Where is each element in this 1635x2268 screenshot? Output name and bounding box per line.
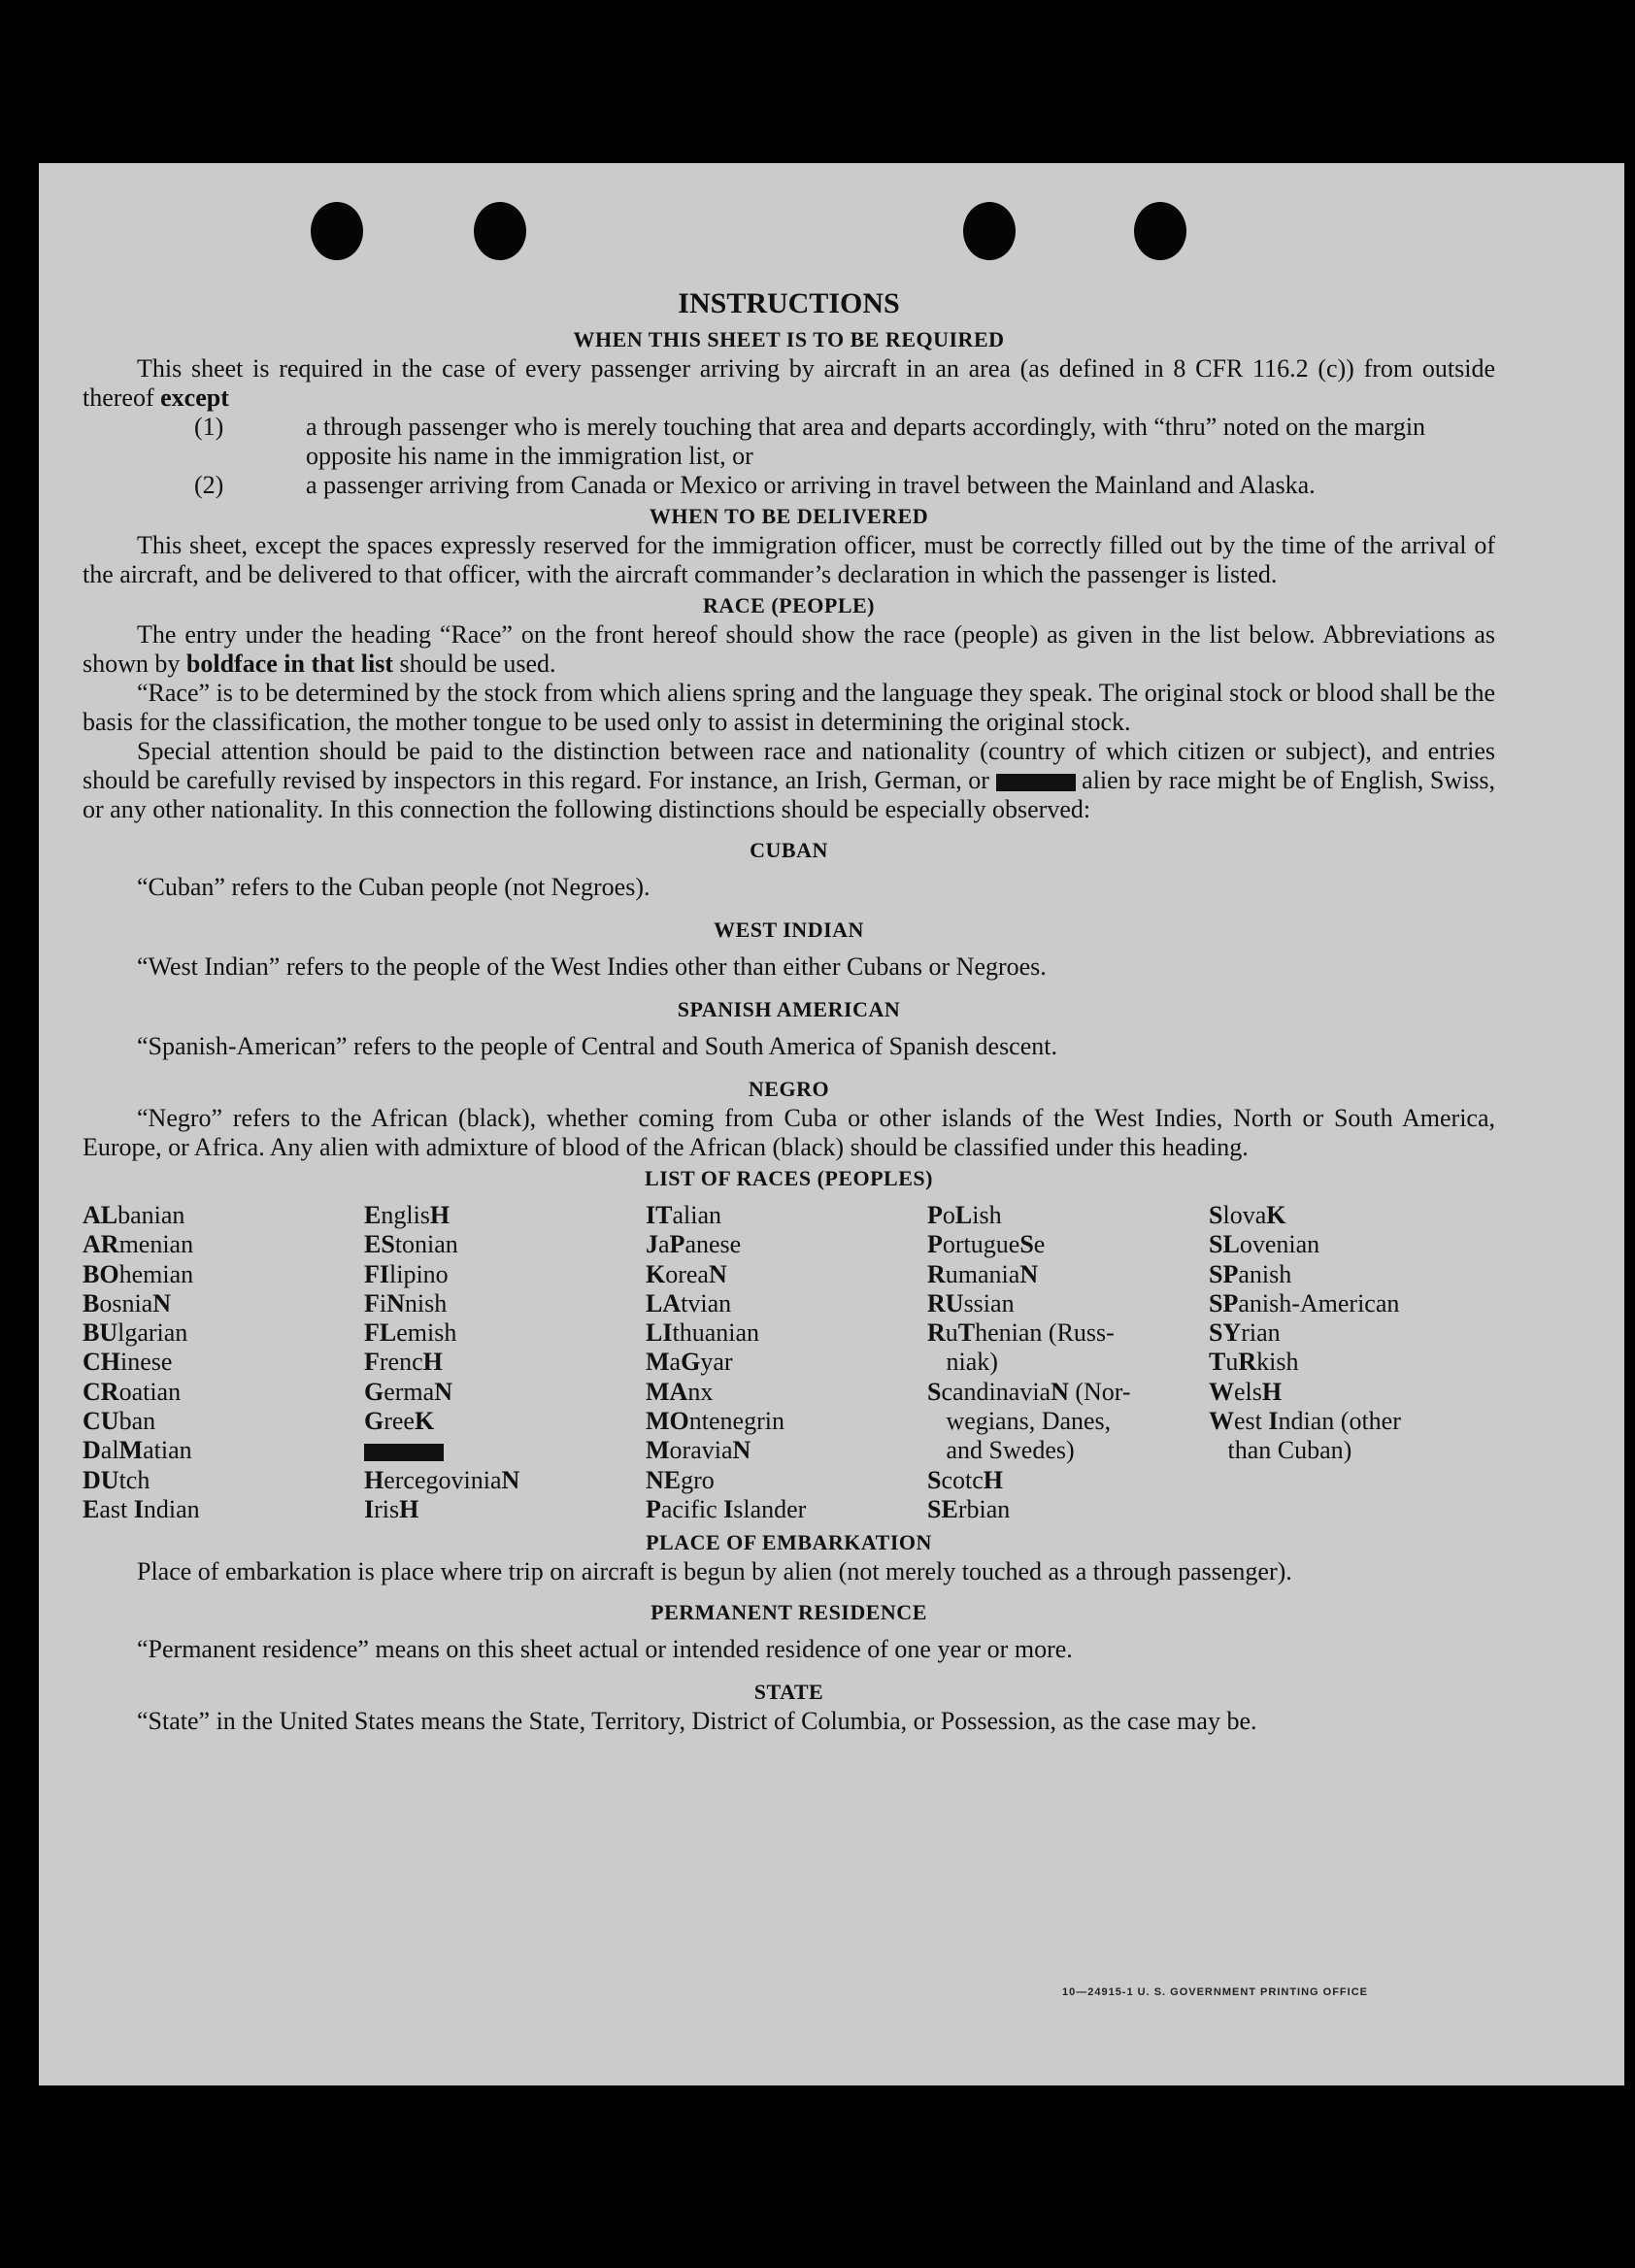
race-column	[1209, 1201, 1490, 1524]
race-entry: IrisH	[364, 1494, 419, 1523]
race-entry: ALbanian	[83, 1201, 185, 1229]
document-page	[39, 163, 1624, 2085]
race-entry: LIthuanian	[646, 1318, 759, 1348]
race-entry: SPanish-American	[1209, 1288, 1400, 1317]
race-entry: EStonian	[364, 1230, 458, 1259]
spanish-american-text: “Spanish-American” refers to the people of Central and South America of Spanish descent.	[137, 1032, 1057, 1060]
race-entry: WelsH	[1209, 1377, 1283, 1406]
race-entry: and Swedes)	[927, 1436, 1075, 1465]
race-list	[83, 1201, 1495, 1524]
punch-hole	[963, 202, 1016, 260]
west-indian-text: “West Indian” refers to the people of the West Indies other than either Cubans or Negroes.	[137, 952, 1047, 981]
race-entry: GermaN	[364, 1377, 452, 1406]
heading-spanish-american: SPANISH AMERICAN	[677, 997, 901, 1021]
race-entry: MOntenegrin	[646, 1407, 784, 1436]
cuban-text: “Cuban” refers to the Cuban people (not Negroes).	[137, 873, 651, 901]
heading-negro: NEGRO	[748, 1077, 830, 1101]
race-entry: FLemish	[364, 1318, 457, 1348]
race-entry: wegians, Danes,	[927, 1407, 1112, 1436]
race-entry: KoreaN	[646, 1259, 727, 1288]
redaction-mark	[996, 774, 1076, 791]
race-entry: BOhemian	[83, 1259, 194, 1288]
heading-race: RACE (PEOPLE)	[703, 593, 875, 617]
negro-text: “Negro” refers to the African (black), whether coming from Cuba or other islands of the West Indies, North or South America, Europe, or Africa. Any alien with admixture of blood of the African (black) should be classified under this heading.	[83, 1104, 1495, 1161]
race-entry: DalMatian	[83, 1436, 192, 1465]
punch-hole	[1134, 202, 1186, 260]
race-entry: HercegoviniaN	[364, 1465, 520, 1494]
exception-item: (2) a passenger arriving from Canada or Mexico or arriving in travel between the Mainland and Alaska.	[194, 471, 1316, 499]
race-entry: SLovenian	[1209, 1230, 1320, 1259]
race-entry: CUban	[83, 1407, 156, 1436]
race-entry: niak)	[927, 1348, 998, 1377]
instructions-content	[83, 286, 1495, 1736]
heading-state: STATE	[753, 1680, 824, 1705]
race-entry: ScotcH	[927, 1465, 1004, 1494]
race-entry: NEgro	[646, 1465, 715, 1494]
race-entry: ScandinaviaN (Nor-	[927, 1377, 1131, 1406]
race-entry: RumaniaN	[927, 1259, 1039, 1288]
residence-text: “Permanent residence” means on this sheet actual or intended residence of one year or more.	[137, 1635, 1073, 1664]
race-column	[83, 1201, 364, 1524]
race-entry: RuThenian (Russ-	[927, 1318, 1115, 1348]
heading-cuban: CUBAN	[750, 838, 828, 862]
embarkation-text: Place of embarkation is place where trip on aircraft is begun by alien (not merely touched as a through passenger).	[137, 1557, 1292, 1586]
race-entry: FIlipino	[364, 1259, 449, 1288]
race-entry: BUlgarian	[83, 1318, 188, 1348]
race-entry: than Cuban)	[1209, 1436, 1352, 1465]
race-entry: CHinese	[83, 1348, 173, 1377]
race-entry: EnglisH	[364, 1201, 450, 1229]
race-entry: SlovaK	[1209, 1201, 1286, 1229]
race-entry: SErbian	[927, 1494, 1011, 1523]
race-entry: GreeK	[364, 1407, 435, 1436]
race-entry: CRoatian	[83, 1377, 182, 1406]
race-entry: TuRkish	[1209, 1348, 1299, 1377]
race-entry	[364, 1436, 646, 1465]
race-entry: JaPanese	[646, 1230, 742, 1259]
heading-when-required: WHEN THIS SHEET IS TO BE REQUIRED	[573, 327, 1005, 351]
race-entry: ITalian	[646, 1201, 721, 1229]
race-paragraph-1: The entry under the heading “Race” on the front hereof should show the race (people) as given in the list below. Abbreviations as shown by boldface in that list should be used.	[83, 620, 1495, 678]
required-intro: This sheet is required in the case of every passenger arriving by aircraft in an area (as defined in 8 CFR 116.2 (c)) from outside thereof except	[83, 354, 1495, 412]
race-entry: SPanish	[1209, 1259, 1292, 1288]
delivered-text: This sheet, except the spaces expressly reserved for the immigration officer, must be correctly filled out by the time of the arrival of the aircraft, and be delivered to that officer, with the aircraft commander’s declaration in which the passenger is listed.	[83, 531, 1495, 588]
race-entry: Pacific Islander	[646, 1494, 807, 1523]
race-column	[364, 1201, 646, 1524]
race-entry: BosniaN	[83, 1288, 172, 1317]
punch-hole	[311, 202, 363, 260]
race-entry: MaGyar	[646, 1348, 733, 1377]
race-entry: RUssian	[927, 1288, 1015, 1317]
race-entry: MoraviaN	[646, 1436, 751, 1465]
race-entry: DUtch	[83, 1465, 150, 1494]
race-entry: FrencH	[364, 1348, 443, 1377]
race-entry: FiNnish	[364, 1288, 448, 1317]
exception-item: (1) a through passenger who is merely touching that area and departs accordingly, with “thru” noted on the margin opposite his name in the immigration list, or	[194, 413, 1426, 470]
race-entry: LAtvian	[646, 1288, 732, 1317]
race-column	[646, 1201, 927, 1524]
heading-permanent-residence: PERMANENT RESIDENCE	[651, 1600, 927, 1625]
redaction-mark	[364, 1444, 444, 1461]
printing-office-footer: 10—24915-1 U. S. GOVERNMENT PRINTING OFFICE	[1061, 1986, 1368, 1998]
race-entry: East Indian	[83, 1494, 200, 1523]
race-entry: MAnx	[646, 1377, 714, 1406]
race-entry: PoLish	[927, 1201, 1002, 1229]
race-entry: West Indian (other	[1209, 1407, 1401, 1436]
heading-when-delivered: WHEN TO BE DELIVERED	[649, 504, 929, 528]
heading-list-of-races: LIST OF RACES (PEOPLES)	[645, 1166, 933, 1190]
race-paragraph-2: “Race” is to be determined by the stock from which aliens spring and the language they speak. The original stock or blood shall be the basis for the classification, the mother tongue to be used only to assist in determining the original stock.	[83, 679, 1495, 736]
race-paragraph-3: Special attention should be paid to the distinction between race and nationality (country of which citizen or subject), and entries should be carefully revised by inspectors in this regard. For instance, an Irish, German, or alien by race might be of English, Swiss, or any other nationality. In this connection the following distinctions should be especially observed:	[83, 737, 1496, 823]
punch-hole	[474, 202, 526, 260]
race-entry: ARmenian	[83, 1230, 194, 1259]
race-entry: PortugueSe	[927, 1230, 1046, 1259]
race-entry: SYrian	[1209, 1318, 1281, 1348]
heading-west-indian: WEST INDIAN	[714, 917, 864, 942]
state-text: “State” in the United States means the State, Territory, District of Columbia, or Possession, as the case may be.	[137, 1707, 1257, 1736]
race-column	[927, 1201, 1209, 1524]
heading-embarkation: PLACE OF EMBARKATION	[646, 1530, 932, 1555]
page-title: INSTRUCTIONS	[678, 287, 900, 319]
